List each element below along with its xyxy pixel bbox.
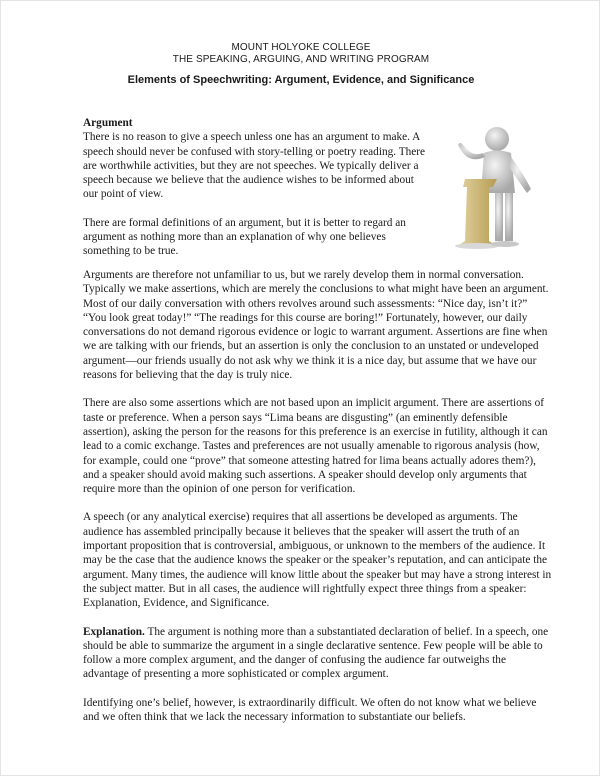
argument-section bbox=[83, 116, 428, 273]
program-header: THE SPEAKING, ARGUING, AND WRITING PROGRAM bbox=[172, 54, 430, 65]
argument-paragraph-1: There is no reason to give a speech unless one has an argument to make. A speech should never be confused with story-telling or poetry reading. There are worthwhile activities, but they are not speeches. We typically deliver a speech because we believe that the audience wishes to be informed about our point of view. bbox=[83, 131, 426, 201]
paragraph-identifying-belief: Identifying one’s belief, however, is extraordinarily difficult. We often do not know what we believe and we often think that we lack the necessary information to substantiate our beliefs. bbox=[83, 696, 537, 724]
paragraph-taste: There are also some assertions which are not based upon an implicit argument. There are assertions of taste or preference. When a person says “Lima beans are disgusting” (an eminently defensible assertion), asking the person for the reasons for this preference is an exercise in futility, although it can lead to a comic exchange. Tastes and preferences are not usually amenable to rigorous analysis (how, for example, could one “prove” that someone attesting hatred for lima beans actually adores them?), and a speaker should avoid making such assertions. A speaker should develop only arguments that require more than the opinion of one person for verification. bbox=[83, 397, 548, 496]
argument-paragraph-2: There are formal definitions of an argument, but it is better to regard an argument as nothing more than an explanation of why one believes something to be true. bbox=[83, 216, 406, 258]
paragraph-speech-requirements: A speech (or any analytical exercise) requires that all assertions be developed as arguments. The audience has assembled principally because it believes that the speaker will assert the truth of an important proposition that is controversial, ambiguous, or unknown to the members of the audience. It may be the case that the audience knows the speaker or the speaker’s reputation, and can anticipate the argument. Many times, the audience will know little about the speaker but may have a strong interest in the subject matter. But in all cases, the audience will rightfully expect three things from a speaker: Explanation, Evidence, and Significance. bbox=[83, 511, 552, 610]
explanation-text: The argument is nothing more than a substantiated declaration of belief. In a speech, one should be able to summarize the argument in a single declarative sentence. Few people will be able to follow a more complex argument, and the danger of confusing the audience far outweighs the advantage of presenting a more sophisticated or complex argument. bbox=[83, 625, 549, 681]
paragraph-assertions: Arguments are therefore not unfamiliar to us, but we rarely develop them in normal conversation. Typically we make assertions, which are merely the conclusions to what might have been an argument. Most of our daily conversation with others revolves around such assessments: “Nice day, isn’t it?” “You look great today!” “The readings for this course are boring!” Fortunately, however, our daily conversations do not demand rigorous evidence or logic to warrant argument. Assertions are fine when we are talking with our friends, but an assertion is only the conclusion to an unstated or undeveloped argument—our friends usually do not ask why we think it is a nice day, but assume that we have our reasons for believing that the day is truly nice. bbox=[83, 269, 549, 382]
paragraph-explanation bbox=[83, 625, 553, 682]
argument-heading: Argument bbox=[83, 117, 133, 129]
main-text bbox=[83, 268, 553, 738]
speaker-podium-illustration bbox=[439, 123, 539, 253]
institution-header: MOUNT HOLYOKE COLLEGE bbox=[231, 42, 371, 53]
explanation-label: Explanation. bbox=[83, 625, 145, 638]
document-title: Elements of Speechwriting: Argument, Evidence, and Significance bbox=[127, 74, 475, 86]
